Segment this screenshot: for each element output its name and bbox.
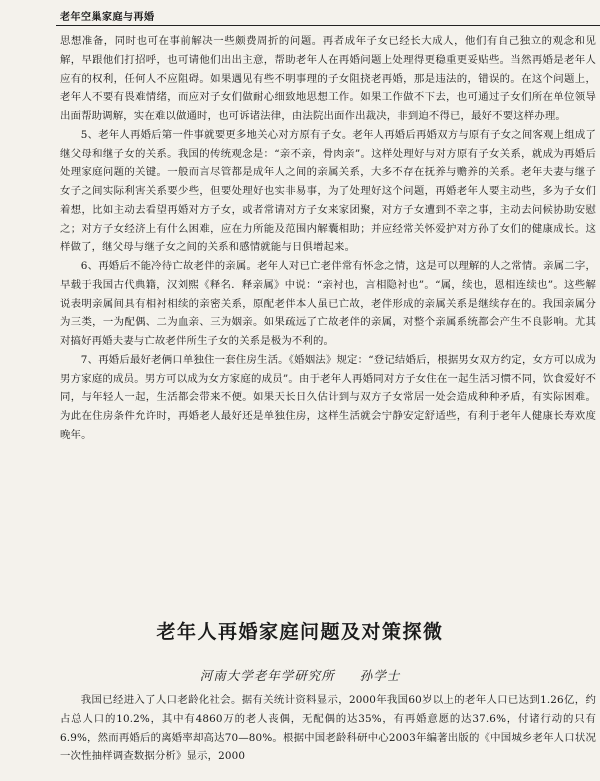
intro-paragraph: 我国已经进入了人口老龄化社会。据有关统计资料显示，2000年我国60岁以上的老年人口已达到1.26亿，约占总人口的10.2%，其中有4860万的老人丧偶，无配偶的达35%，有再婚意愿的达37.6%，付诸行动的只有6.9%，然而再婚后的离婚率却高达70—80%。根据中国老龄科研中心2003年编著出版的《中国城乡老年人口状况一次性抽样调查数据分析》显示，2000	[60, 694, 596, 763]
paragraph-item-7: 7、再婚后最好老俩口单独住一套住房生活。《婚姻法》规定：“登记结婚后，根据男女双方约定，女方可以成为男方家庭的成员。男方可以成为女方家庭的成员”。由于老年人再婚同对方子女住在一起生活习惯不同，饮食爱好不同，与年轻人一起，生活都会带来不便。如果天长日久估计到与双方子女常居一处会造成种种矛盾，有实际困难。为此在住房条件允许时，再婚老人最好还是单独住房，这样生活就会宁静安定舒适些，有利于老年人健康长寿欢度晚年。	[60, 353, 596, 441]
article-intro	[60, 691, 596, 766]
article-byline	[0, 666, 600, 684]
running-head: 老年空巢家庭与再婚	[60, 12, 155, 23]
paragraph-item-6: 6、再婚后不能冷待亡故老伴的亲属。老年人对已亡老伴常有怀念之情，这是可以理解的人之常情。亲属二字，早载于我国古代典籍，汉刘熙《释名．释亲属》中说：“亲衬也，言相隐衬也”。“属，续也，恩相连续也”。这些解说表明亲属间具有相衬相续的亲密关系，原配老伴本人虽已亡故，老伴形成的亲属关系是继续存在的。我国亲属分为三类，一为配偶、二为血亲、三为姻亲。如果疏远了亡故老伴的亲属，对整个亲属系统都会产生不良影响。尤其对搞好再婚夫妻与亡故老伴所生子女的关系是极为不利的。	[60, 260, 596, 347]
article-title: 老年人再婚家庭问题及对策探微	[156, 621, 444, 643]
paragraph-item-5: 5、老年人再婚后第一件事就要更多地关心对方原有子女。老年人再婚后再婚双方与原有子女之间客观上组成了继父母和继子女的关系。我国的传统观念是：“亲不亲，骨肉亲”。这样处理好与对方原有子女关系，就成为再婚后处理家庭问题的关键。一般而言尽管都是成年人之间的亲属关系，大多不存在抚养与赡养的关系。老年夫妻与继子女子之间实际利害关系要少些，但要处理好也实非易事，为了处理好这个问题，再婚老年人要主动些，多为子女们着想，比如主动去看望再婚对方子女，或者常请对方子女来家团聚，对方子女遭到不幸之事，主动去问候协助安慰之；对方子女经济上有什么困难，应在力所能及范围内解囊相助；并应经常关怀爱护对方孙了女们的健康成长。这样做了，继父母与继子女之间的关系和感情就能与日俱增起来。	[60, 128, 596, 254]
paragraph-continuation: 思想准备，同时也可在事前解决一些颇费周折的问题。再者成年子女已经长大成人，他们有自己独立的观念和见解，早跟他们打招呼，也可请他们出出主意，帮助老年人在再婚问题上处理得更稳重更妥贴些。当然再婚是老年人应有的权利，任何人不应阻碍。如果遇见有些不明事理的子女阻挠老再婚，那是违法的，错误的。在这个问题上，老年人不要有畏难情绪，而应对子女们做耐心细致地思想工作。如果工作做不下去，也可通过子女们所在单位领导出面帮助调解，实在难以做通时，也可诉诸法律，由法院出面作出裁决，非到迫不得已，最好不要这样办理。	[60, 35, 596, 122]
header-rule	[56, 25, 600, 26]
author-affiliation: 河南大学老年学研究所	[199, 668, 335, 683]
author-name: 孙学士	[359, 668, 401, 683]
body-text	[60, 32, 596, 445]
